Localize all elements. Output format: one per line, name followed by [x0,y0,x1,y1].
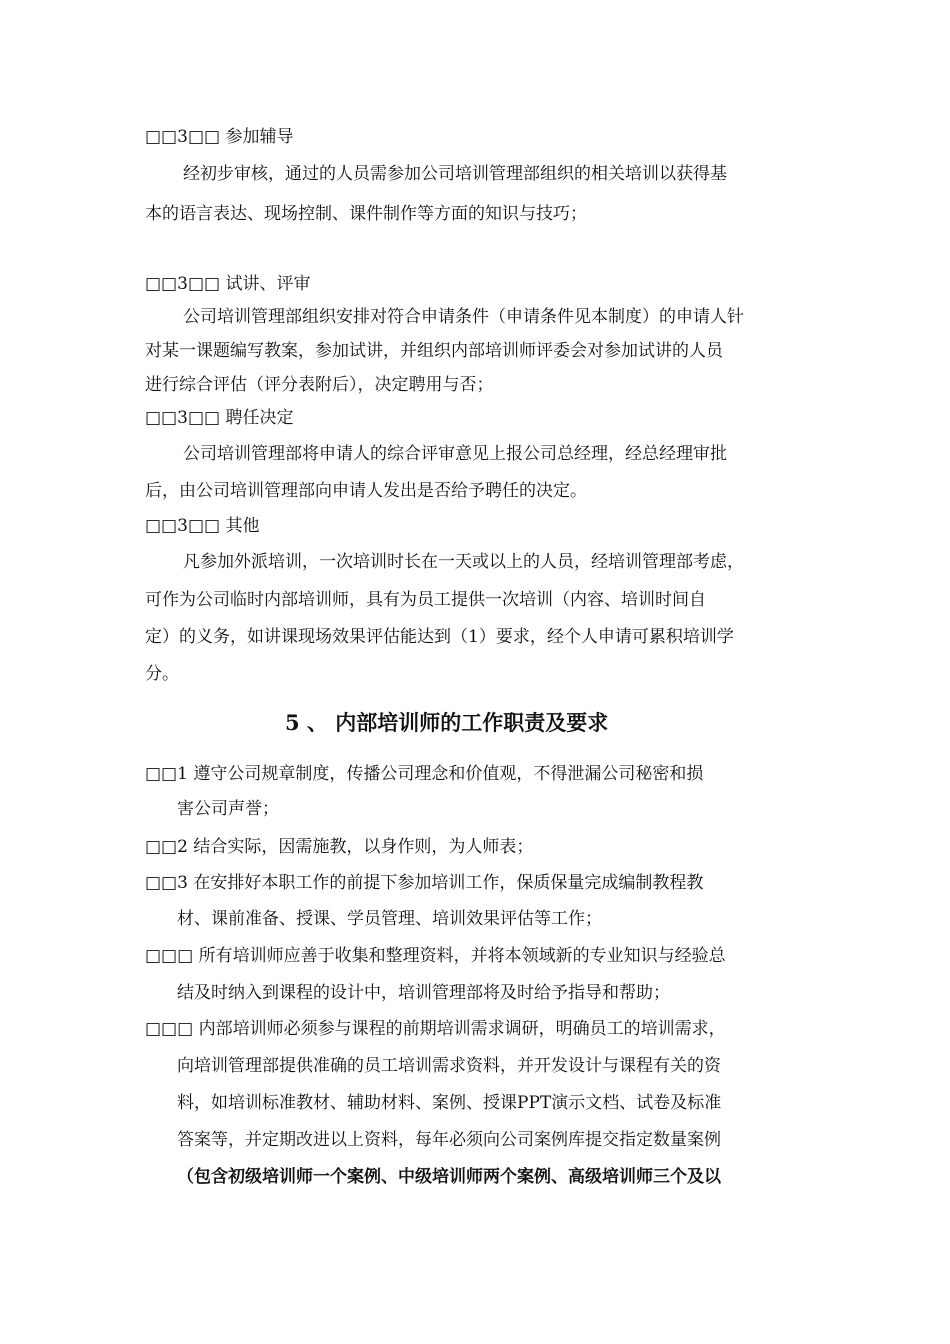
paragraph-line: 对某一课题编写教案，参加试讲，并组织内部培训师评委会对参加试讲的人员 [145,341,723,361]
paragraph-line: 公司培训管理部组织安排对符合申请条件（申请条件见本制度）的申请人针 [183,307,744,327]
list-item-line: 结及时纳入到课程的设计中，培训管理部将及时给予指导和帮助； [177,983,670,1003]
paragraph-line: 公司培训管理部将申请人的综合评审意见上报公司总经理，经总经理审批 [183,444,727,464]
list-item-line: 材、课前准备、授课、学员管理、培训效果评估等工作； [177,909,602,929]
paragraph-line: 本的语言表达、现场控制、课件制作等方面的知识与技巧； [145,204,587,224]
paragraph-line: 后，由公司培训管理部向申请人发出是否给予聘任的决定。 [145,481,587,501]
paragraph-line: 可作为公司临时内部培训师，具有为员工提供一次培训（内容、培训时间自 [145,590,706,610]
paragraph-line: 进行综合评估（评分表附后），决定聘用与否； [145,375,494,395]
list-item-line-bold: （包含初级培训师一个案例、中级培训师两个案例、高级培训师三个及以 [177,1167,721,1187]
paragraph-line: 凡参加外派培训，一次培训时长在一天或以上的人员，经培训管理部考虑， [183,552,744,572]
section-heading: 5 、 内部培训师的工作职责及要求 [285,710,609,735]
list-item-line: □□1 遵守公司规章制度，传播公司理念和价值观，不得泄漏公司秘密和损 [145,764,704,784]
paragraph-line: 经初步审核，通过的人员需参加公司培训管理部组织的相关培训以获得基 [183,164,727,184]
list-item-line: 害公司声誉； [177,799,279,819]
list-item-line: 答案等，并定期改进以上资料，每年必须向公司案例库提交指定数量案例 [177,1130,721,1150]
paragraph-line: 定）的义务，如讲课现场效果评估能达到（1）要求，经个人申请可累积培训学 [145,627,734,647]
subsection-title-appointment: □□3□□ 聘任决定 [145,408,294,428]
paragraph-line: 分。 [145,664,179,684]
list-item-line: 向培训管理部提供准确的员工培训需求资料，并开发设计与课程有关的资 [177,1056,721,1076]
list-item-line: 料，如培训标准教材、辅助材料、案例、授课PPT演示文档、试卷及标准 [177,1093,722,1113]
subsection-title-trial: □□3□□ 试讲、评审 [145,274,311,294]
list-item-line: □□2 结合实际，因需施教，以身作则，为人师表； [145,837,534,857]
list-item-line: □□□ 内部培训师必须参与课程的前期培训需求调研，明确员工的培训需求， [145,1019,726,1039]
subsection-title-other: □□3□□ 其他 [145,516,260,536]
list-item-line: □□3 在安排好本职工作的前提下参加培训工作，保质保量完成编制教程教 [145,873,704,893]
subsection-title-training: □□3□□ 参加辅导 [145,127,294,147]
list-item-line: □□□ 所有培训师应善于收集和整理资料，并将本领域新的专业知识与经验总 [145,946,726,966]
